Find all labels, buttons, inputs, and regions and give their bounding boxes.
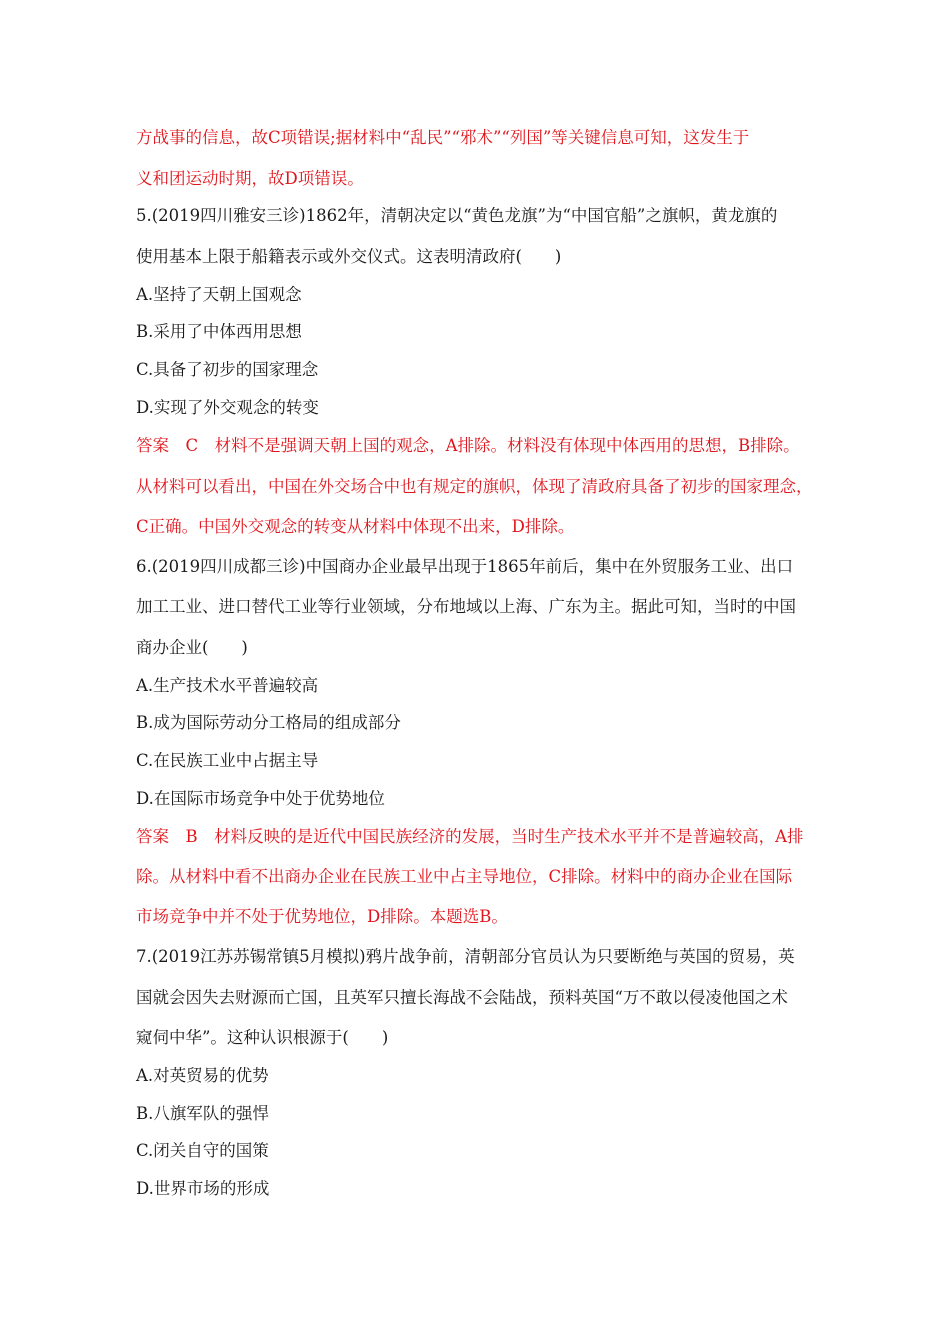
q7-stem-line: 国就会因失去财源而亡国，且英军只擅长海战不会陆战，预料英国“万不敢以侵凌他国之术 [136, 988, 788, 1007]
q5-option-b: B.采用了中体西用思想 [136, 322, 302, 341]
q7-option-b: B.八旗军队的强悍 [136, 1104, 269, 1123]
q5-option-c: C.具备了初步的国家理念 [136, 360, 319, 379]
q5-stem-line: 5.(2019四川雅安三诊)1862年，清朝决定以“黄色龙旗”为“中国官船”之旗帜，黄龙旗的 [136, 206, 778, 225]
q6-option-d: D.在国际市场竞争中处于优势地位 [136, 789, 385, 808]
prev-answer-line: 义和团运动时期，故D项错误。 [136, 169, 364, 188]
q6-option-c: C.在民族工业中占据主导 [136, 751, 319, 770]
q7-stem-line: 7.(2019江苏苏锡常镇5月模拟)鸦片战争前，清朝部分官员认为只要断绝与英国的贸易，英 [136, 947, 795, 966]
q5-answer-line: 从材料可以看出，中国在外交场合中也有规定的旗帜，体现了清政府具备了初步的国家理念， [136, 477, 813, 496]
q6-stem-line: 加工工业、进口替代工业等行业领域，分布地域以上海、广东为主。据此可知，当时的中国 [136, 597, 796, 616]
q6-stem-line: 6.(2019四川成都三诊)中国商办企业最早出现于1865年前后，集中在外贸服务工业、出口 [136, 557, 794, 576]
q6-answer-line: 市场竞争中并不处于优势地位，D排除。本题选B。 [136, 907, 508, 926]
q5-stem-line: 使用基本上限于船籍表示或外交仪式。这表明清政府( ) [136, 247, 562, 266]
q6-answer-line: 答案 B 材料反映的是近代中国民族经济的发展，当时生产技术水平并不是普遍较高，A排 [136, 827, 804, 846]
q5-option-d: D.实现了外交观念的转变 [136, 398, 319, 417]
prev-answer-line: 方战事的信息，故C项错误;据材料中“乱民”“邪术”“列国”等关键信息可知，这发生于 [136, 128, 750, 147]
q5-option-a: A.坚持了天朝上国观念 [136, 285, 302, 304]
q7-option-c: C.闭关自守的国策 [136, 1141, 269, 1160]
q7-option-d: D.世界市场的形成 [136, 1179, 270, 1198]
q6-stem-line: 商办企业( ) [136, 638, 248, 657]
q6-option-b: B.成为国际劳动分工格局的组成部分 [136, 713, 401, 732]
q6-option-a: A.生产技术水平普遍较高 [136, 676, 319, 695]
q7-option-a: A.对英贸易的优势 [136, 1066, 269, 1085]
q6-answer-line: 除。从材料中看不出商办企业在民族工业中占主导地位，C排除。材料中的商办企业在国际 [136, 867, 793, 886]
q5-answer-line: 答案 C 材料不是强调天朝上国的观念，A排除。材料没有体现中体西用的思想，B排除。 [136, 436, 800, 455]
q7-stem-line: 窥伺中华”。这种认识根源于( ) [136, 1028, 389, 1047]
q5-answer-line: C正确。中国外交观念的转变从材料中体现不出来，D排除。 [136, 517, 575, 536]
